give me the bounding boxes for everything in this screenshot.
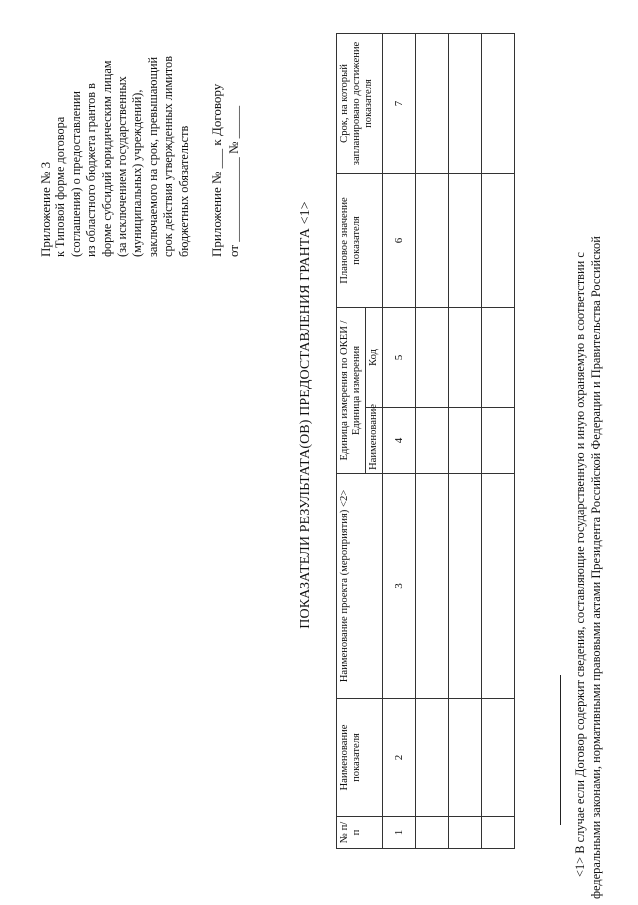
indicators-table: [336, 33, 515, 849]
appendix-line: (за исключением государственных: [115, 76, 130, 257]
footnote-line: федеральными законами, нормативными правовыми актами Президента Российской Федерации и Правительства Российской: [588, 236, 603, 899]
column-number: 2: [383, 699, 416, 817]
footnote-line: <1> В случае если Договор содержит сведения, составляющие государственную и иную охраняемую в соответствии с: [573, 252, 587, 877]
table-row: [449, 33, 482, 848]
header-planned-value: Плановое значение показателя: [337, 173, 383, 307]
appendix-line: из областного бюджета грантов в: [84, 83, 99, 257]
header-indicator-name: Наименование показателя: [337, 699, 383, 817]
header-project-name: Наименование проекта (мероприятия) <2>: [337, 474, 383, 699]
column-number: 7: [383, 33, 416, 173]
column-number: 1: [383, 817, 416, 849]
appendix-reference-date: от _____________ № _____: [226, 105, 242, 257]
appendix-line: к Типовой форме договора: [53, 116, 68, 257]
appendix-line: бюджетных обязательств: [176, 125, 191, 257]
column-number: 6: [383, 173, 416, 307]
appendix-line: Приложение № 3: [38, 161, 53, 257]
header-unit-name: Наименование: [366, 408, 383, 474]
appendix-line: срок действия утвержденных лимитов: [161, 55, 176, 257]
column-number: 4: [383, 408, 416, 474]
appendix-line: заключаемого на срок, превышающий: [145, 56, 160, 257]
header-deadline: Срок, на который запланировано достижение показателя: [337, 33, 383, 173]
header-num: № п/п: [337, 817, 383, 849]
header-unit-group: Единица измерения по ОКЕИ / Единица измерения: [337, 307, 366, 473]
column-number: 3: [383, 474, 416, 699]
appendix-line: форме субсидий юридическим лицам: [99, 60, 114, 257]
header-unit-code: Код: [366, 307, 383, 407]
document-title: ПОКАЗАТЕЛИ РЕЗУЛЬТАТА(ОВ) ПРЕДОСТАВЛЕНИЯ ГРАНТА <1>: [298, 201, 313, 629]
appendix-line: (соглашения) о предоставлении: [68, 90, 83, 257]
table-row: [482, 33, 515, 848]
column-number: 5: [383, 307, 416, 407]
appendix-heading: [38, 47, 242, 257]
footnote: [573, 4, 604, 899]
column-number-row: [383, 33, 416, 848]
appendix-reference-line: Приложение № ___ к Договору: [209, 83, 225, 257]
appendix-line: (муниципальных) учреждений),: [130, 89, 145, 257]
footnote-separator: [560, 675, 561, 825]
table-row: [416, 33, 449, 848]
